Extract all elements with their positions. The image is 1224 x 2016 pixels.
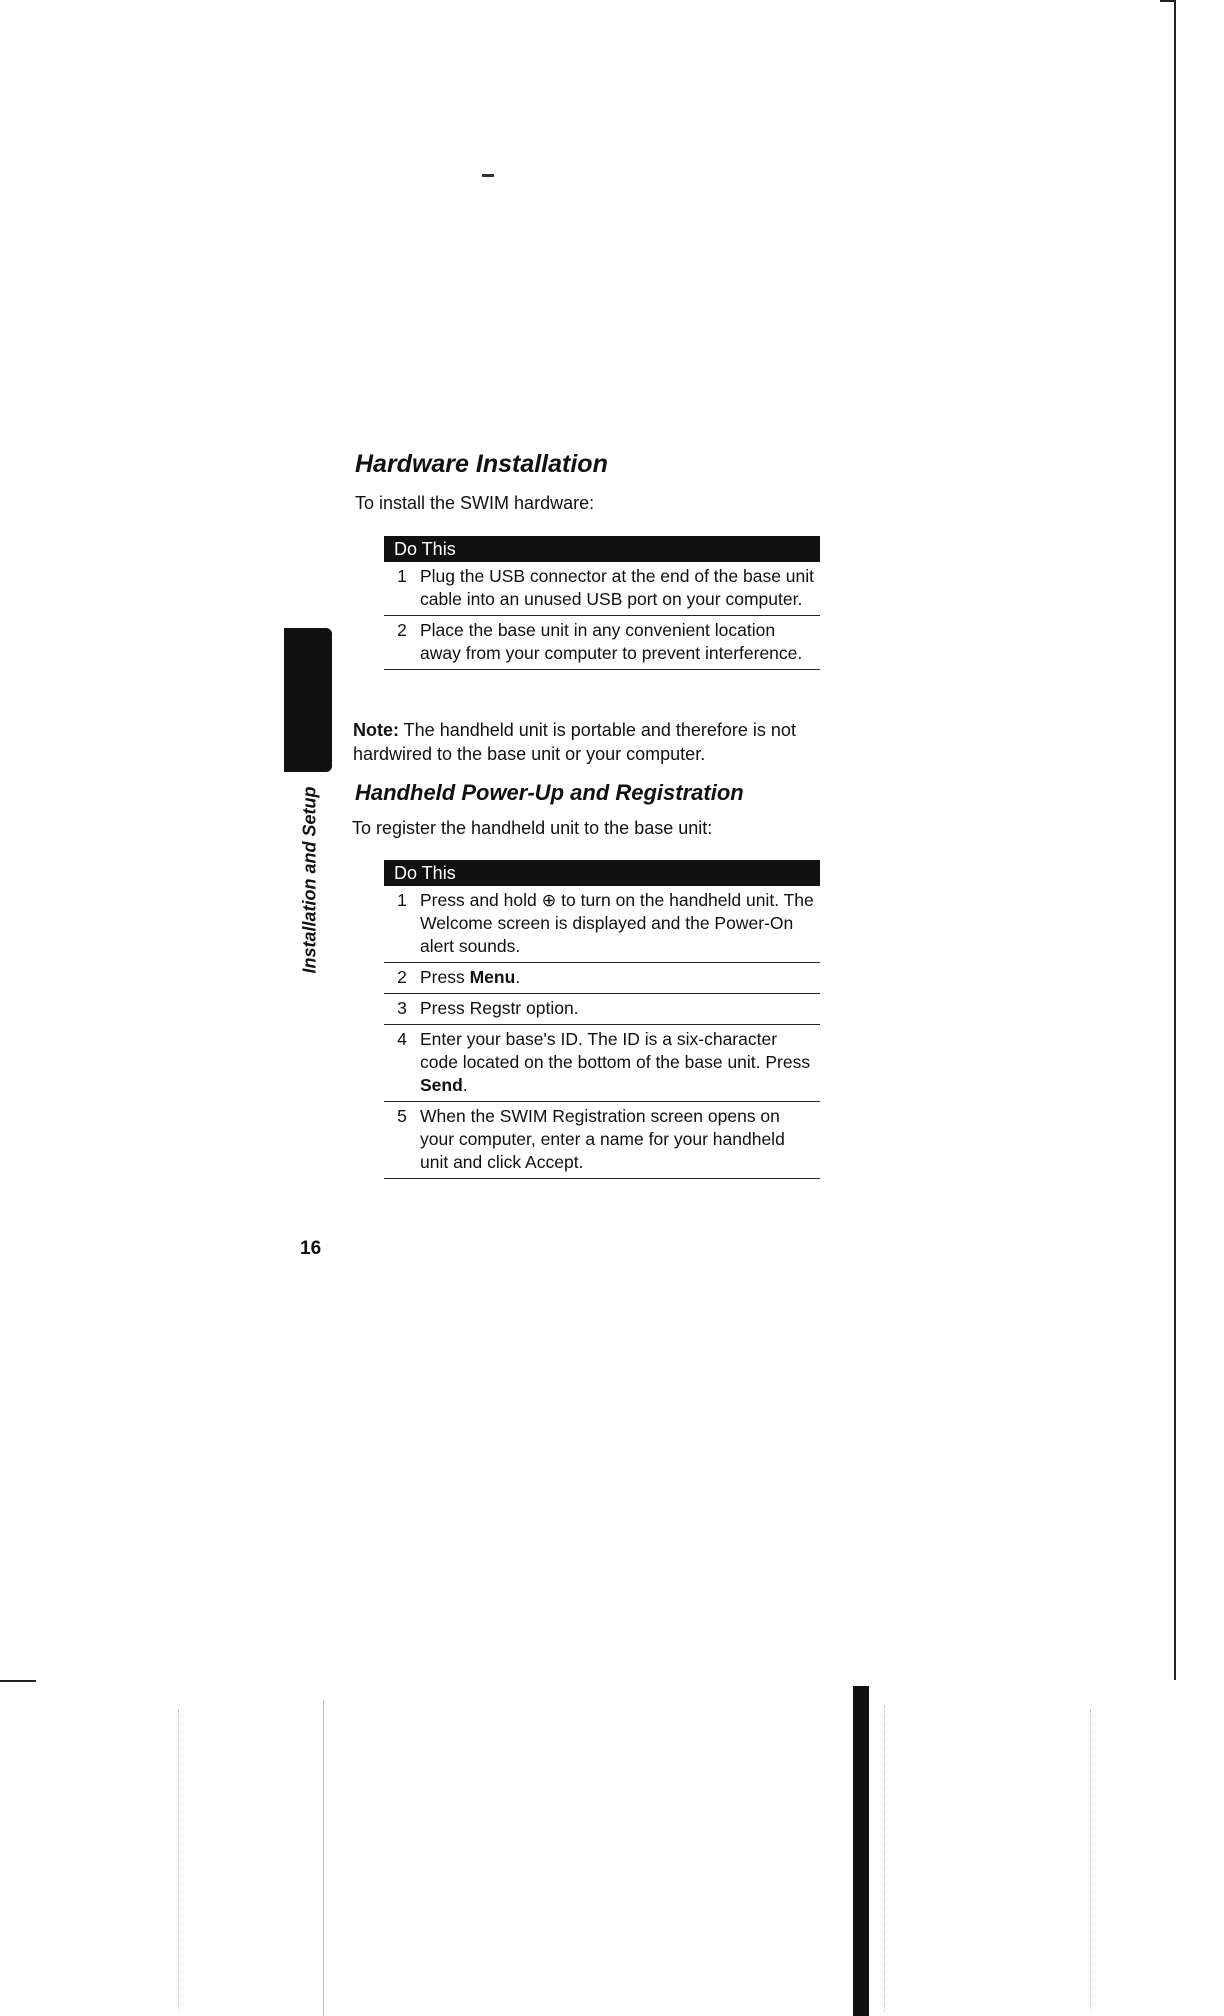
step-text: Press Regstr option.	[420, 998, 579, 1018]
scan-dotted-line	[178, 1710, 179, 2010]
handheld-registration-heading: Handheld Power-Up and Registration	[355, 780, 744, 805]
scan-dotted-line	[1090, 1710, 1091, 2010]
step-row	[384, 963, 820, 994]
step-text: Plug the USB connector at the end of the base unit cable into an unused USB port on your computer.	[420, 566, 815, 609]
step-row	[384, 1025, 820, 1102]
hardware-steps-table	[384, 536, 820, 670]
scan-edge-tick	[1160, 0, 1174, 2]
steps-table-header: Do This	[384, 536, 820, 562]
scan-gutter-line	[323, 1700, 324, 2016]
section-tab-label-text: Installation and Setup	[299, 786, 320, 974]
step-text	[420, 966, 820, 989]
hardware-installation-heading: Hardware Installation	[355, 450, 608, 478]
steps-table-header: Do This	[384, 860, 820, 886]
step-row	[384, 616, 820, 670]
section-tab-label	[300, 782, 320, 978]
section-tab-marker	[284, 628, 332, 772]
menu-key-label: Menu	[469, 967, 516, 987]
handheld-intro-text: To register the handheld unit to the base unit:	[352, 818, 713, 838]
step-text	[420, 1028, 820, 1097]
step-number: 4	[397, 1029, 407, 1049]
step-row	[384, 1102, 820, 1179]
step-text-post: .	[462, 1075, 468, 1095]
step-number: 2	[397, 620, 407, 640]
scan-corner-mark	[0, 1680, 36, 1682]
scan-dotted-line	[884, 1706, 885, 2012]
scan-dash-mark	[482, 174, 494, 177]
note-text: The handheld unit is portable and therefore is not hardwired to the base unit or your computer.	[353, 720, 796, 764]
note-label: Note:	[353, 720, 399, 740]
page-number: 16	[300, 1238, 322, 1259]
handheld-steps-table	[384, 860, 820, 1179]
step-text-post: .	[515, 967, 521, 987]
step-text-pre: Press	[420, 967, 470, 987]
step-text: When the SWIM Registration screen opens on your computer, enter a name for your handheld unit and click Accept.	[420, 1106, 785, 1172]
step-row	[384, 994, 820, 1025]
step-number: 1	[397, 566, 407, 586]
step-text-pre: Enter your base's ID. The ID is a six-character code located on the bottom of the base unit. Press	[420, 1029, 811, 1072]
hardware-intro-text: To install the SWIM hardware:	[355, 493, 595, 513]
step-text: Place the base unit in any convenient location away from your computer to prevent interference.	[420, 620, 803, 663]
note-paragraph	[353, 718, 833, 766]
step-number: 5	[397, 1106, 407, 1126]
step-row	[384, 886, 820, 963]
step-number: 2	[397, 967, 407, 987]
send-key-label: Send	[420, 1075, 463, 1095]
step-number: 3	[397, 998, 407, 1018]
step-number: 1	[397, 890, 407, 910]
scan-edge-line	[1174, 0, 1176, 1680]
step-text: Press and hold ⊕ to turn on the handheld unit. The Welcome screen is displayed and the Power-On alert sounds.	[420, 890, 814, 956]
scan-binding-bar	[853, 1686, 869, 2016]
step-row	[384, 562, 820, 616]
